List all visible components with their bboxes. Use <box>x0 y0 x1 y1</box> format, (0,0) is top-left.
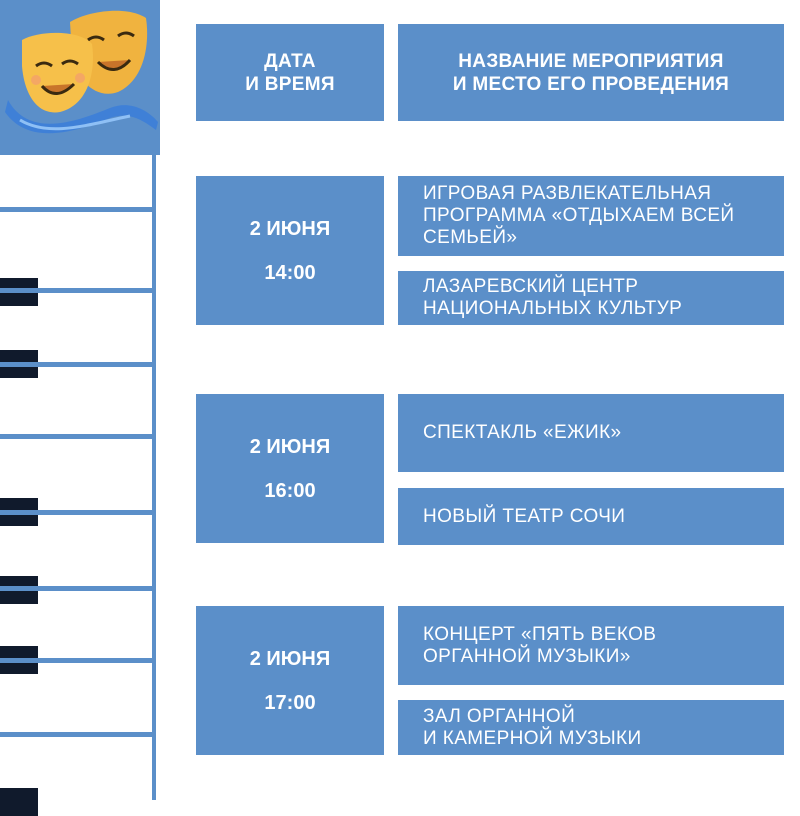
piano-key-line <box>0 434 154 439</box>
masks-panel <box>0 0 160 155</box>
event-date: 2 ИЮНЯ <box>249 217 331 240</box>
piano-key-line <box>0 288 154 293</box>
piano-divider <box>152 155 156 800</box>
header-event-place: НАЗВАНИЕ МЕРОПРИЯТИЯ И МЕСТО ЕГО ПРОВЕДЕНИЯ <box>398 24 784 121</box>
piano-key-line <box>0 586 154 591</box>
header-date-time: ДАТА И ВРЕМЯ <box>196 24 384 121</box>
event-date-box <box>196 394 384 543</box>
piano-key-line <box>0 510 154 515</box>
event-title: ИГРОВАЯ РАЗВЛЕКАТЕЛЬНАЯ ПРОГРАММА «ОТДЫХАЕМ ВСЕЙ СЕМЬЕЙ» <box>398 176 784 256</box>
piano-key-line <box>0 732 154 737</box>
event-title: СПЕКТАКЛЬ «ЕЖИК» <box>398 394 784 472</box>
piano-key-line <box>0 362 154 367</box>
event-date: 2 ИЮНЯ <box>249 647 331 670</box>
event-date-box <box>196 176 384 325</box>
event-place: ЗАЛ ОРГАННОЙ И КАМЕРНОЙ МУЗЫКИ <box>398 700 784 755</box>
event-date-box <box>196 606 384 755</box>
event-time: 14:00 <box>264 261 316 284</box>
event-title: КОНЦЕРТ «ПЯТЬ ВЕКОВ ОРГАННОЙ МУЗЫКИ» <box>398 606 784 685</box>
piano-key-line <box>0 658 154 663</box>
event-time: 16:00 <box>264 479 316 502</box>
piano-black-key <box>0 788 38 816</box>
theater-masks-icon <box>0 0 160 155</box>
event-time: 17:00 <box>264 691 316 714</box>
event-place: НОВЫЙ ТЕАТР СОЧИ <box>398 488 784 545</box>
event-date: 2 ИЮНЯ <box>249 435 331 458</box>
event-place: ЛАЗАРЕВСКИЙ ЦЕНТР НАЦИОНАЛЬНЫХ КУЛЬТУР <box>398 271 784 325</box>
piano-key-line <box>0 207 154 212</box>
piano-decoration <box>0 0 160 800</box>
